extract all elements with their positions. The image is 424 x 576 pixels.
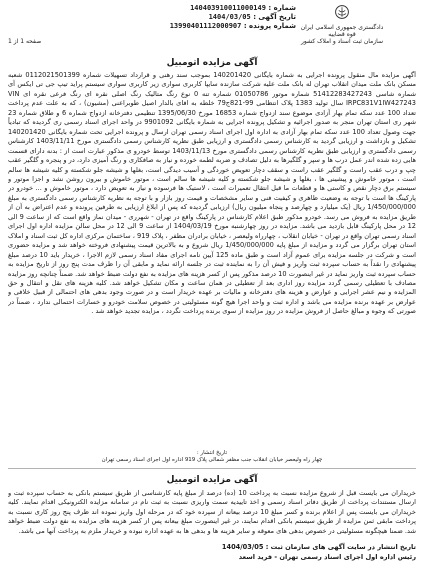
notice-2-date: تاریخ انتشار در سایت آگهی های سازمان ثبت : 1404/03/05 [221, 543, 416, 551]
notice-2-body: خریداران می بایست قبل از شروع مزایده نسبت به پرداخت 10 (ده) درصد از مبلغ پایه کارشناسی از طریق سیستم بانکی به حساب سپرده ثبت و ارسال مستندات پرداخت از طریق دفاتر اسناد رسمی و اخذ تاییدیه سمت واریزی نسبت به ثبت نام در سامانه مزایده الکترونیکی اقدام نمایند. کلیه خریداران می بایست پس از اعلام برنده و کسر مبلغ 10 درصد بیعانه از سپرده خود که در مرحله اول واریز نموده اند ظرف پنج روز کاری نسبت به پرداخت مابقی ثمن مزایده از طریق سیستم بانکی اقدام نمایند، در غیر اینصورت مبلغ بیعانه پس از کسر هزینه های مزایده به نفع دولت ضبط خواهد شد. ضمنا هیچگونه مسئولیتی در خصوص بدهی های معوقه و سایر هزینه ها و بدهی ها به عهده اداره نبوده و خریدار ملزم به پرداخت آنها می باشد. [8, 489, 416, 535]
page-number: صفحه 1 از 1 [8, 38, 42, 45]
org-line-3: سازمان ثبت اسناد و املاک کشور [300, 38, 384, 45]
notice-1-signature-line-1: تاریخ انتشار : [196, 450, 228, 456]
notice-2-signature: رئیس اداره اول اجرای اسناد رسمی تهران - فرید اسعد [238, 553, 416, 561]
meta-case-label: شماره پرونده : [243, 22, 296, 30]
meta-number-label: شماره : [268, 4, 296, 12]
notice-1-signature [0, 450, 424, 464]
meta-case-value: 13990401112000907 [169, 22, 242, 30]
notice-1-signature-line-2: چهار راه ولیعصر خیابان انقلاب جنب مظفر شمالی پلاک 919 اداره اول اجرای اسناد رسمی تهران [101, 457, 323, 463]
notice-meta [86, 4, 296, 31]
emblem-icon [334, 4, 350, 20]
notice-1-body: آگهی مزایده مال منقول پرونده اجرایی به شماره بایگانی 140201420 بموجب سند رهنی و قرارداد تسهیلات شماره 0112021501399 شعبه مسکن بانک ملت میدان انقلاب تهران له بانک ملت علیه شرکت سازنده سایپا کاربری سواری زیر کاربری سواری سیستم پراید تیپ جی تی ایکس آی شماره شاسی 51412283427243 شماره موتور 01050786 شماره تنه 0 نوع رنگ متالیک رنگ اصلی نقره ای رنگ فرعی نقره ای VIN IRPC831V1IW427243 سال تولید 1383 پلاک انتظامی 99-821ج79 خلطه به افای بالدار اصیل طوبراعنی (مشیون) ، که به علت عدم پرداخت تعداد 100 عدد سکه تمام بهار آزادی موضوع سند ازدواج شماره 16853 مورخ 1395/06/30 تنظیمی دفترخانه ازدواج شماره 6 و طلاق شماره 23 شهر ری استان تهران منجر به صدور اجرائیه و تشکیل پرونده اجرایی به شماره بایگانی 9901092 در واحد اجرای اسناد رسمی ری گردیده که تبادیاً جهت وصول تعداد 100 عدد سکه تمام بهار آزادی به اداره اول اجرای اسناد رسمی تهران ارسال و پرونده اجرایی تحت شماره بایگانی 140201420 تشکیل و بازداشت و ارزیابی گردید به کارشناس رسمی دادگستری و ارزیابی طبق نظریه کارشناس رسمی دادگستری مورخ 1403/11/11 کارشناس رسمی دادگستری و ارزیابی طبق نظریه کارشناس رسمی دادگستری مورخ 1403/11/13 توسط خودرو ی مذکور عبارت است از : بدنه دارای قسمت هایی زده شده اندر عمل درب ها و سپر و گلگیرها به دلیل تصادف و ضربه لطمه خورده و نیاز به صافکاری و رنگ آمیزی دارد، در و پنجره و گلگیر عقب چپ و درب عقب راست و گلگیر عقب راست و سقف دچار تعویض خوردگی و آسیب دیدگی است، بغلها و شیشه جلو شکسته و کلیه شیشه ها سالم است ، موتور خاموش و پیشینی ها ، بغلها و شیشه جلو شکسته و کلیه شیشه ها سالم است ، موتور خاموش و بیرون روشن نشد و اجزا موتور و سیستم برق دچار نقص و کاستی ها و قطعات ما قبل انتقال تعمیرات است ، لاستیک ها فرسوده و نیاز به تعویض دارد ، موتور خاموش و ... خودرو در پارکینگ ها است با توجه به وضعیت ظاهری و کیفیت فنی و سایر مشخصات و قیمت روز بازار و با توجه به نظریه کارشناس رسمی دادگستری به مبلغ 1/450/000/000 ریال (یک میلیارد و چهارصد و پنجاه میلیون ریال) ارزیابی گردیده که پس از ابلاغ ارزیابی به طرفین پرونده و عدم اعتراض به آن از طریق مزایده به فروش می رسد. خودرو مذکور طبق اعلام کارشناس در پارکینگ واقع در تهران - شهرری - میدان نماز واقع است که از ساعت 9 الی 12 در محل پارکینگ قابل بازدید می باشد. مزایده در روز چهارشنبه مورخ 1404/03/19 از ساعت 9 الی 12 در محل سالن مزایده اداره اول اجرای اسناد رسمی تهران واقع در تهران - خیابان انقلاب ، چهارراه ولیعصر ، خیابان برادران مظفر ، پلاک 919 ، ساختمان مرکزی اداره کل ثبت اسناد و املاک استان تهران برگزار می گردد و مزایده از مبلغ پایه 1/450/000/000 ریال شروع و به بالاترین قیمت پیشنهادی فروخته خواهد شد و مزایده حضوری است و شرکت در جلسه مزایده برای عموم آزاد است و طبق ماده 125 آیین نامه اجرای مفاد اسناد رسمی لازم الاجرا ، خریدار باید 10 درصد مبلغ پیشنهادی را نقداً به حساب سپرده ثبت واریز و فیش آن را به نماینده ثبت در جلسه ارائه نماید و مابقی آن را ظرف مدت پنج روز از تاریخ مزایده به حساب سپرده ثبت واریز نماید در غیر اینصورت 10 درصد مذکور پس از کسر هزینه های مزایده به نفع دولت ضبط خواهد شد. ضمناً چنانچه روز مزایده مصادف با تعطیلی رسمی گردد مزایده روز اداری بعد از تعطیلی در همان ساعت و مکان تشکیل خواهد شد. کلیه هزینه های نقل و انتقال و حق المزایده و نیم عشر اجرایی و عوارض و هزینه های دفترخانه و مالیات بر عهده خریدار است و در صورت وجود بدهی های احتمالی از قبیل خلافی و عوارض بر عهده برنده مزایده می باشد و اداره ثبت و واحد اجرا هیچ گونه مسئولیتی در خصوص سلامت خودرو و خسارات احتمالی ندارد ، ضمناً در صورتی که وجوه و مبالغ حاصل از فروش مزایده در روز مزایده از سوی برنده پرداخت نگردد ، مزایده تجدید خواهد شد . [8, 71, 416, 316]
meta-number [86, 4, 296, 13]
meta-case [86, 22, 296, 31]
org-line-1: دادگستری جمهوری اسلامی ایران [300, 24, 384, 31]
org-line-2: قوه قضاییه [328, 31, 356, 38]
notice-1-title: آگهی مزایده اتومبیل [166, 58, 258, 68]
meta-number-value: 140403910011000149 [190, 4, 266, 12]
notice-2-title: آگهی مزایده اتومبیل [166, 475, 258, 485]
meta-date-label: تاریخ آگهی : [253, 13, 296, 21]
meta-date-value: 1404/03/05 [208, 13, 251, 21]
section-divider [8, 468, 416, 469]
meta-date [86, 13, 296, 22]
